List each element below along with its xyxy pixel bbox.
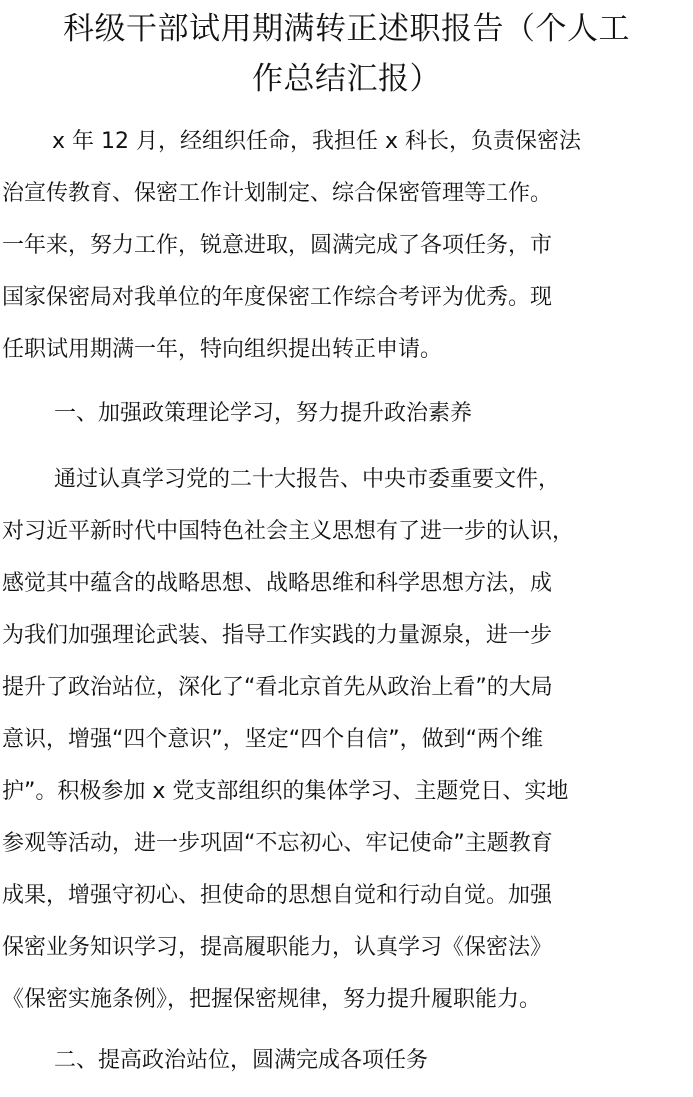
title-line-2: 作总结汇报） [252,61,441,97]
section-heading: 二、提高政治站位，圆满完成各项任务 [54,1048,429,1073]
section-2-heading-block [2,1035,692,1087]
paragraph-line: 为我们加强理论武装、指导工作实践的力量源泉，进一步 [2,623,553,648]
paragraph-line: 《保密实施条例》，把握保密规律，努力提升履职能力。 [2,987,542,1012]
paragraph-line: 成果，增强守初心、担使命的思想自觉和行动自觉。加强 [2,883,553,908]
paragraph-line: 参观等活动，进一步巩固“不忘初心、牢记使命”主题教育 [2,831,553,856]
paragraph-line: 国家保密局对我单位的年度保密工作综合考评为优秀。现 [2,285,553,310]
paragraph-line: 对习近平新时代中国特色社会主义思想有了进一步的认识， [2,519,575,544]
intro-paragraph [2,116,692,376]
paragraph-line: 任职试用期满一年，特向组织提出转正申请。 [2,337,443,362]
section-1-heading-block [2,388,692,440]
section-heading: 一、加强政策理论学习，努力提升政治素养 [54,401,473,426]
section-1-paragraph [2,454,692,1026]
paragraph-line: 通过认真学习党的二十大报告、中央市委重要文件， [54,467,561,492]
paragraph-line: 保密业务知识学习，提高履职能力，认真学习《保密法》 [2,935,553,960]
paragraph-line: 感觉其中蕴含的战略思想、战略思维和科学思想方法，成 [2,571,553,596]
paragraph-line: 提升了政治站位，深化了“看北京首先从政治上看”的大局 [2,675,553,700]
paragraph-line: 意识，增强“四个意识”，坚定“四个自信”，做到“两个维 [2,727,543,752]
paragraph-line: 护”。积极参加 x 党支部组织的集体学习、主题党日、实地 [2,779,569,804]
paragraph-line: 一年来，努力工作，锐意进取，圆满完成了各项任务，市 [2,233,553,258]
document-title [0,4,693,104]
paragraph-line: 治宣传教育、保密工作计划制定、综合保密管理等工作。 [2,181,553,206]
title-line-1: 科级干部试用期满转正述职报告（个人工 [63,11,630,47]
paragraph-line: x 年 12 月，经组织任命，我担任 x 科长，负责保密法 [52,129,582,154]
